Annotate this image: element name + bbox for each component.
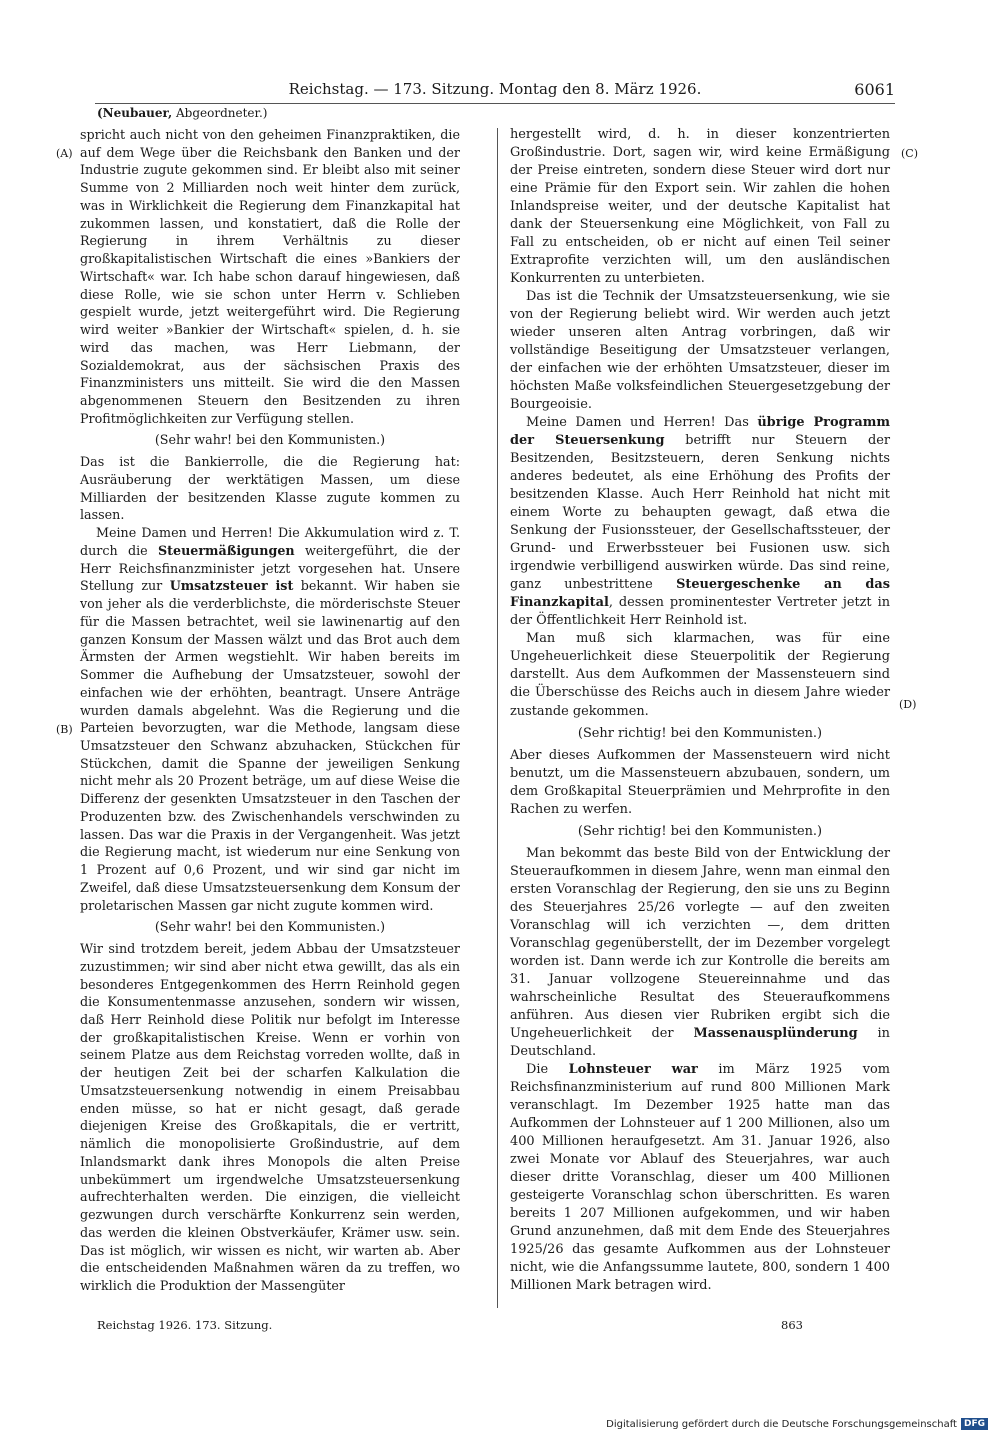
header-rule <box>95 103 895 104</box>
paragraph: Man muß sich klarmachen, was für eine Ungeheuerlichkeit diese Steuerpolitik der Regierung darstellt. Aus dem Aufkommen der Massensteuern sind die Überschüsse des Reichs auch in diesem Jahre wieder zustande gekommen. <box>510 631 890 719</box>
column-rule <box>497 128 498 1308</box>
header-title: Reichstag. — 173. Sitzung. Montag den 8. März 1926. <box>288 80 702 98</box>
page-number: 6061 <box>854 80 895 99</box>
paragraph: Meine Damen und Herren! Die Akkumulation wird z. T. durch die Steuermäßigungen weitergeführt, die der Herr Reichsfinanzminister jetzt vorgesehen hat. Unsere Stellung zur Umsatzsteuer ist bekannt. Wir haben sie von jeher als die verderblichste, die mörderischste Steuer für die Massen betrachtet, weil sie lawinenartig auf den ganzen Konsum der Massen wälzt und das Brot auch dem Ärmsten der Armen wegstiehlt. Wir haben bereits im Sommer die Aufhebung der Umsatzsteuer, sowohl der einfachen wie der erhöhten, beantragt. Unsere Anträge wurden damals abgelehnt. Was die Regierung und die Parteien bevorzugten, war die Methode, langsam diese Umsatzsteuer den Schwanz abzuhacken, Stückchen für Stückchen, damit die Spanne der jeweiligen Senkung nicht mehr als 20 Prozent beträge, um auf diese Weise die Differenz der gesenkten Umsatzsteuer in den Taschen der Produzenten bzw. des Zwischenhandels verschwinden zu lassen. Das war die Praxis in der Vergangenheit. Was jetzt die Regierung macht, ist wiederum nur eine Senkung von 1 Prozent auf 0,6 Prozent, und wir sind gar nicht im Zweifel, daß diese Umsatzsteuersenkung dem Konsum der proletarischen Massen gar nicht zugute kommen wird. <box>80 525 460 913</box>
paragraph: Die Lohnsteuer war im März 1925 vom Reichsfinanzministerium auf rund 800 Millionen Mark veranschlagt. Im Dezember 1925 hatte man das Aufkommen der Lohnsteuer auf 1 200 Millionen, also um 400 Millionen heraufgesetzt. Am 31. Januar 1926, also zwei Monate vor Ablauf des Steuerjahres, war auch dieser dritte Voranschlag, dieser um 400 Millionen gesteigerte Voranschlag schon überschritten. Es waren bereits 1 207 Millionen aufgekommen, und wir haben Grund anzunehmen, daß mit dem Ende des Steuerjahres 1925/26 das gesamte Aufkommen aus der Lohnsteuer nicht, wie die Anfangssumme lautete, 800, sondern 1 400 Millionen Mark betragen wird. <box>510 1061 890 1293</box>
dfg-logo-icon: DFG <box>961 1418 988 1430</box>
margin-mark-b: (B) <box>56 723 73 736</box>
right-column <box>510 126 890 1295</box>
interjection: (Sehr wahr! bei den Kommunisten.) <box>154 432 386 448</box>
paragraph: Das ist die Technik der Umsatzsteuersenkung, wie sie von der Regierung beliebt wird. Wir werden auch jetzt wieder unseren alten Antrag vorbringen, daß wir vollständige Beseitigung der Umsatzsteuer verlangen, der einfachen wie der erhöhten Umsatzsteuer, dieser im höchsten Maße volksfeindlichen Steuergesetzgebung der Bourgeoisie. <box>510 289 890 413</box>
paragraph: Wir sind trotzdem bereit, jedem Abbau der Umsatzsteuer zuzustimmen; wir sind aber nicht etwa gewillt, das als ein besonderes Entgegenkommen des Herrn Reinhold gegen die Konsumentenmasse anzusehen, sondern wir wissen, daß Herr Reinhold diese Politik nur befolgt im Interesse der großkapitalistischen Kreise. Wenn er vorhin von seinem Platze aus dem Reichstag vorreden wollte, daß in der heutigen Zeit bei der scharfen Kalkulation die Umsatzsteuersenkung notwendig in einem Preisabbau enden müsse, so hat er nicht gesagt, daß gerade diejenigen Kreise des Großkapitals, die er vertritt, nämlich die monopolisierte Großindustrie, auf dem Inlandsmarkt dank ihres Monopols die alten Preise unbekümmert um irgendwelche Umsatzsteuersenkung aufrechterhalten werden. Die einzigen, die vielleicht gezwungen durch verschärfte Konkurrenz sein werden, das werden die kleinen Obstverkäufer, Krämer usw. sein. Das ist möglich, wir wissen es nicht, wir warten ab. Aber die entscheidenden Maßnahmen wären da zu treffen, wo wirklich die Produktion der Massengüter <box>80 941 460 1293</box>
paragraph: Aber dieses Aufkommen der Massensteuern wird nicht benutzt, um die Massensteuern abzubauen, sondern, um dem Großkapital Steuerprämien und Mehrprofite in den Rachen zu werfen. <box>510 747 890 817</box>
speaker-name: (Neubauer, <box>97 106 173 120</box>
paragraph: spricht auch nicht von den geheimen Finanzpraktiken, die auf dem Wege über die Reichsbank den Banken und der Industrie zugute gekommen sind. Er bleibt also mit seiner Summe von 2 Milliarden noch weit hinter dem zurück, was in Wirklichkeit die Regierung dem Finanzkapital hat zukommen lassen, und konstatiert, daß die Rolle der Regierung in ihrem Verhältnis zu dieser großkapitalistischen Wirtschaft die eines »Bankiers der Wirtschaft« war. Ich habe schon darauf hingewiesen, daß diese Rolle, wie sie schon unter Herrn v. Schlieben gespielt wurde, jetzt weitergeführt wird. Die Regierung wird weiter »Bankier der Wirtschaft« spielen, d. h. sie wird das machen, was Herr Liebmann, der Sozialdemokrat, aus der sächsischen Praxis des Finanzministers uns mitteilt. Sie wird die den Massen abgenommenen Steuern den Besitzenden zu ihren Profitmöglichkeiten zur Verfügung stellen. <box>80 127 460 426</box>
dfg-credit <box>606 1418 988 1430</box>
interjection: (Sehr richtig! bei den Kommunisten.) <box>577 725 823 741</box>
speaker-line <box>97 106 267 120</box>
margin-mark-c: (C) <box>901 147 918 160</box>
paragraph: Das ist die Bankierrolle, die die Regierung hat: Ausräuberung der werktätigen Massen, um diese Milliarden der besitzenden Klasse zugute kommen zu lassen. <box>80 454 460 523</box>
left-column <box>80 126 460 1295</box>
dfg-credit-text: Digitalisierung gefördert durch die Deutsche Forschungsgemeinschaft <box>606 1418 957 1430</box>
speaker-role: Abgeordneter.) <box>176 106 268 120</box>
footer-left: Reichstag 1926. 173. Sitzung. <box>97 1318 273 1332</box>
paragraph: Meine Damen und Herren! Das übrige Programm der Steuersenkung betrifft nur Steuern der Besitzenden, Besitzsteuern, deren Senkung nichts anderes bedeutet, als eine Erhöhung des Profits der besitzenden Klasse. Auch Herr Reinhold hat nicht mit einem Worte zu behaupten gewagt, daß etwa die Senkung der Fusionssteuer, der Gesellschaftssteuer, der Grund- und Erwerbssteuer bei Fusionen usw. sich irgendwie verbilligend auswirken würde. Das sind reine, ganz unbestrittene Steuergeschenke an das Finanzkapital, dessen prominentester Vertreter jetzt in der Öffentlichkeit Herr Reinhold ist. <box>510 415 891 629</box>
interjection: (Sehr wahr! bei den Kommunisten.) <box>154 919 386 935</box>
paragraph: Man bekommt das beste Bild von der Entwicklung der Steueraufkommen in diesem Jahre, wenn man einmal den ersten Voranschlag der Regierung, den sie uns zu Beginn des Steuerjahres 25/26 vorlegte — auf den zweiten Voranschlag will ich verzichten —, dem dritten Voranschlag gegenüberstellt, der im Dezember vorgelegt worden ist. Dann werde ich zur Kontrolle die bereits am 31. Januar vollzogene Steuereinnahme und das wahrscheinliche Resultat des Steueraufkommens anführen. Aus diesen vier Rubriken ergibt sich die Ungeheuerlichkeit der Massenausplünderung in Deutschland. <box>510 845 890 1059</box>
interjection: (Sehr richtig! bei den Kommunisten.) <box>577 823 823 839</box>
margin-mark-d: (D) <box>899 698 917 711</box>
footer-sheet-number: 863 <box>781 1318 803 1332</box>
running-header <box>95 80 895 104</box>
margin-mark-a: (A) <box>56 147 73 160</box>
paragraph: hergestellt wird, d. h. in dieser konzentrierten Großindustrie. Dort, sagen wir, wird keine Ermäßigung der Preise eintreten, sondern diese Steuer wird dort nur eine Prämie für den Export sein. Wir zahlen die hohen Inlandspreise weiter, und der deutsche Kapitalist hat dank der Steuersenkung eine Möglichkeit, von Fall zu Fall zu entscheiden, ob er nicht auf einen Teil seiner Extraprofite verzichten will, um den ausländischen Konkurrenten zu unterbieten. <box>510 127 890 287</box>
